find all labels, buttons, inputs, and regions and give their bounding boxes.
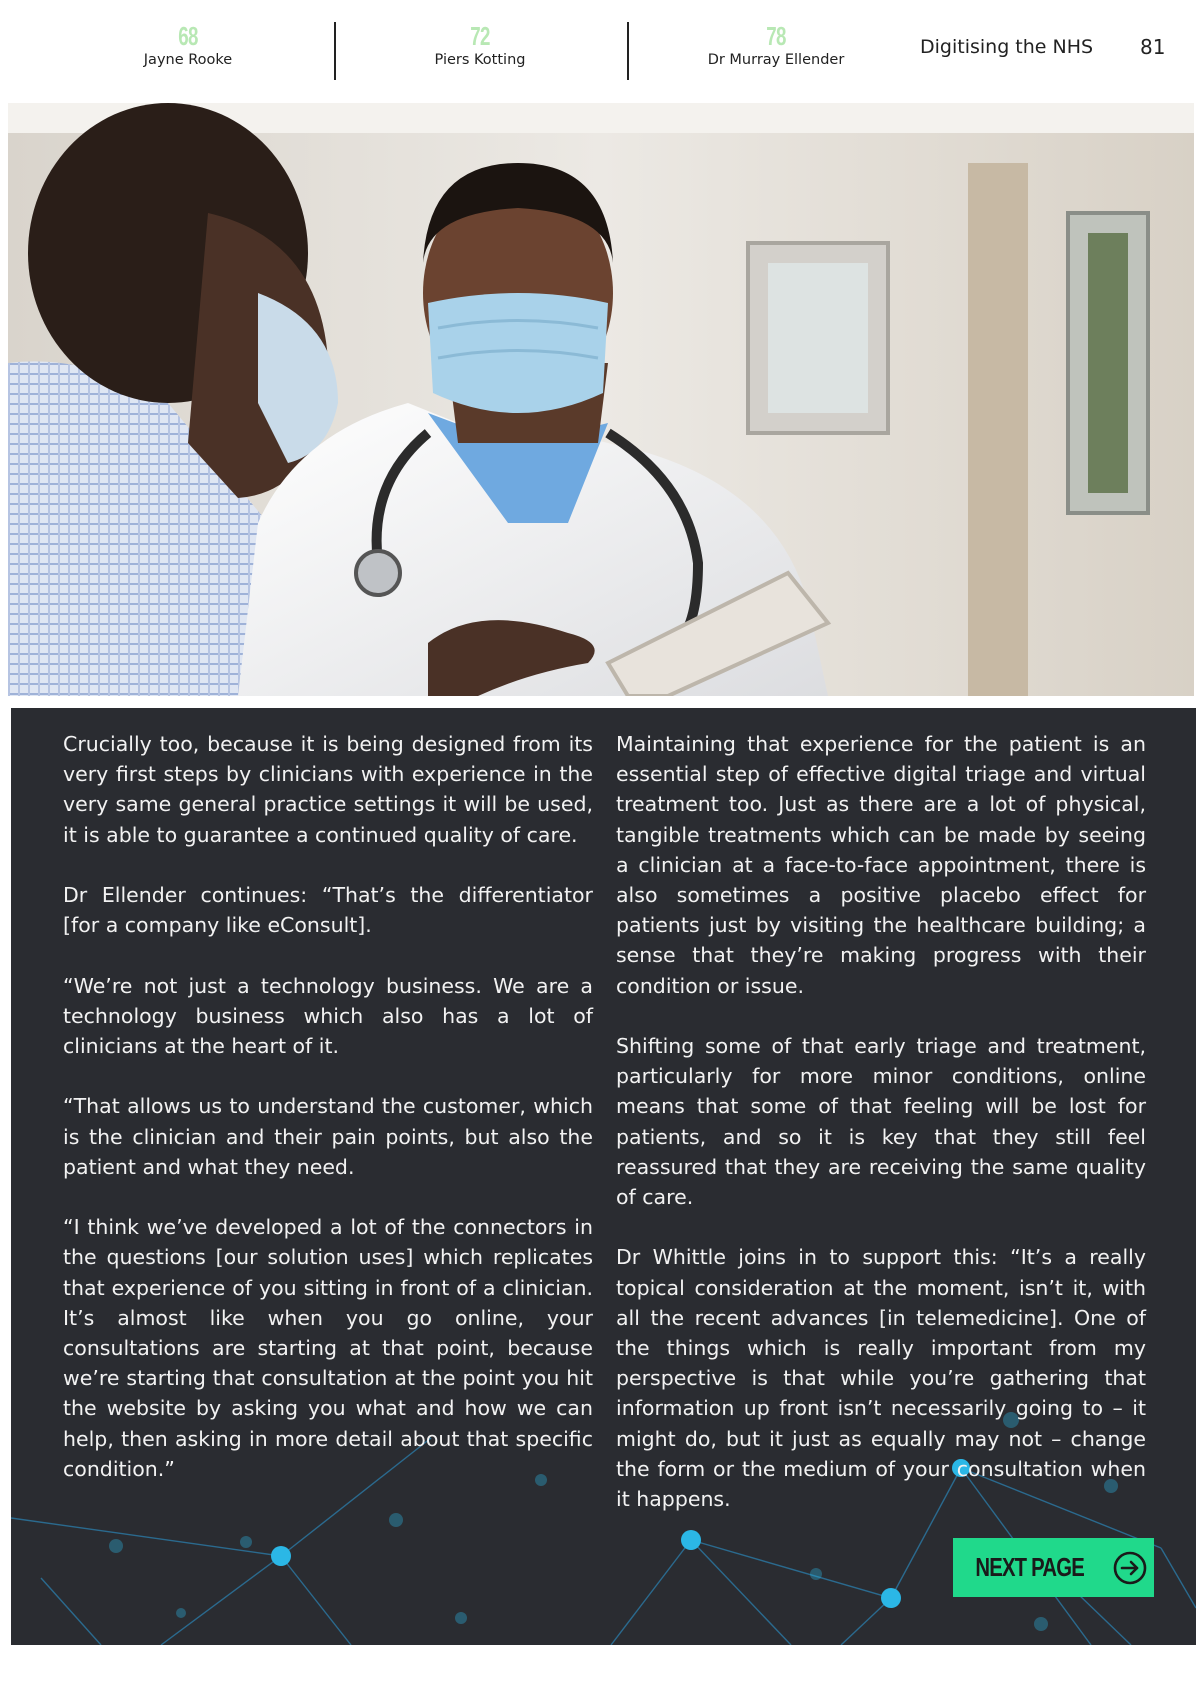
nav-link-article-2[interactable] xyxy=(350,22,610,68)
nav-link-article-3[interactable] xyxy=(646,22,906,68)
nav-page-number: 68 xyxy=(178,21,198,51)
nav-author-name: Dr Murray Ellender xyxy=(707,52,845,68)
paragraph: “That allows us to understand the customer, which is the clinician and their pain points, but also the patient and what they need. xyxy=(63,1094,593,1179)
paragraph: “I think we’ve developed a lot of the connectors in the questions [our solution uses] which replicates that experience of you sitting in front of a clinician. It’s almost like when you go online, your consultations are starting at that point, because we’re starting that consultation at the point you hit the website by asking you what and how we can help, then asking in more detail about that specific condition.” xyxy=(63,1215,593,1481)
nav-divider xyxy=(334,22,336,80)
nav-author-name: Piers Kotting xyxy=(434,52,526,68)
nav-author-name: Jayne Rooke xyxy=(143,52,233,68)
article-panel xyxy=(11,708,1196,1645)
paragraph: Maintaining that experience for the patient is an essential step of effective digital triage and virtual treatment too. Just as there are a lot of physical, tangible treatments which can be made by seeing a clinician at a face-to-face appointment, there is also sometimes a positive placebo effect for patients just by visiting the healthcare building; a sense that they’re making progress with their condition or issue. xyxy=(616,732,1146,998)
article-left-column xyxy=(63,729,593,1514)
doctor-patient-photo xyxy=(8,103,1194,696)
paragraph: Shifting some of that early triage and treatment, particularly for more minor conditions, online means that some of that feeling will be lost for patients, and so it is key that they still feel reassured that they are receiving the same quality of care. xyxy=(616,1034,1146,1210)
paragraph: Dr Whittle joins in to support this: “It’s a really topical consideration at the moment, isn’t it, with all the recent advances [in telemedicine]. One of the things which is really important from my perspective is that while you’re gathering that information up front isn’t necessarily going to – it might do, but it just as equally may not – change the form or the medium of your consultation when it happens. xyxy=(616,1245,1146,1512)
nav-page-number: 78 xyxy=(766,21,786,51)
publication-title: Digitising the NHS xyxy=(920,36,1094,58)
page-header xyxy=(0,0,1200,100)
photo-illustration xyxy=(8,103,1194,696)
arrow-right-circle-icon xyxy=(1113,1551,1147,1585)
paragraph: Dr Ellender continues: “That’s the differentiator [for a company like eConsult]. xyxy=(63,883,593,938)
paragraph: Crucially too, because it is being designed from its very first steps by clinicians with experience in the very same general practice settings it will be used, it is able to guarantee a continued quality of care. xyxy=(63,732,593,847)
paragraph: “We’re not just a technology business. We are a technology business which also has a lot of clinicians at the heart of it. xyxy=(63,973,593,1058)
article-right-column xyxy=(616,729,1146,1544)
nav-page-number: 72 xyxy=(470,21,490,51)
next-page-label: NEXT PAGE xyxy=(975,1552,1084,1582)
nav-link-article-1[interactable] xyxy=(58,22,318,68)
nav-divider xyxy=(627,22,629,80)
page-number: 81 xyxy=(1140,35,1166,59)
next-page-button[interactable] xyxy=(953,1538,1154,1597)
